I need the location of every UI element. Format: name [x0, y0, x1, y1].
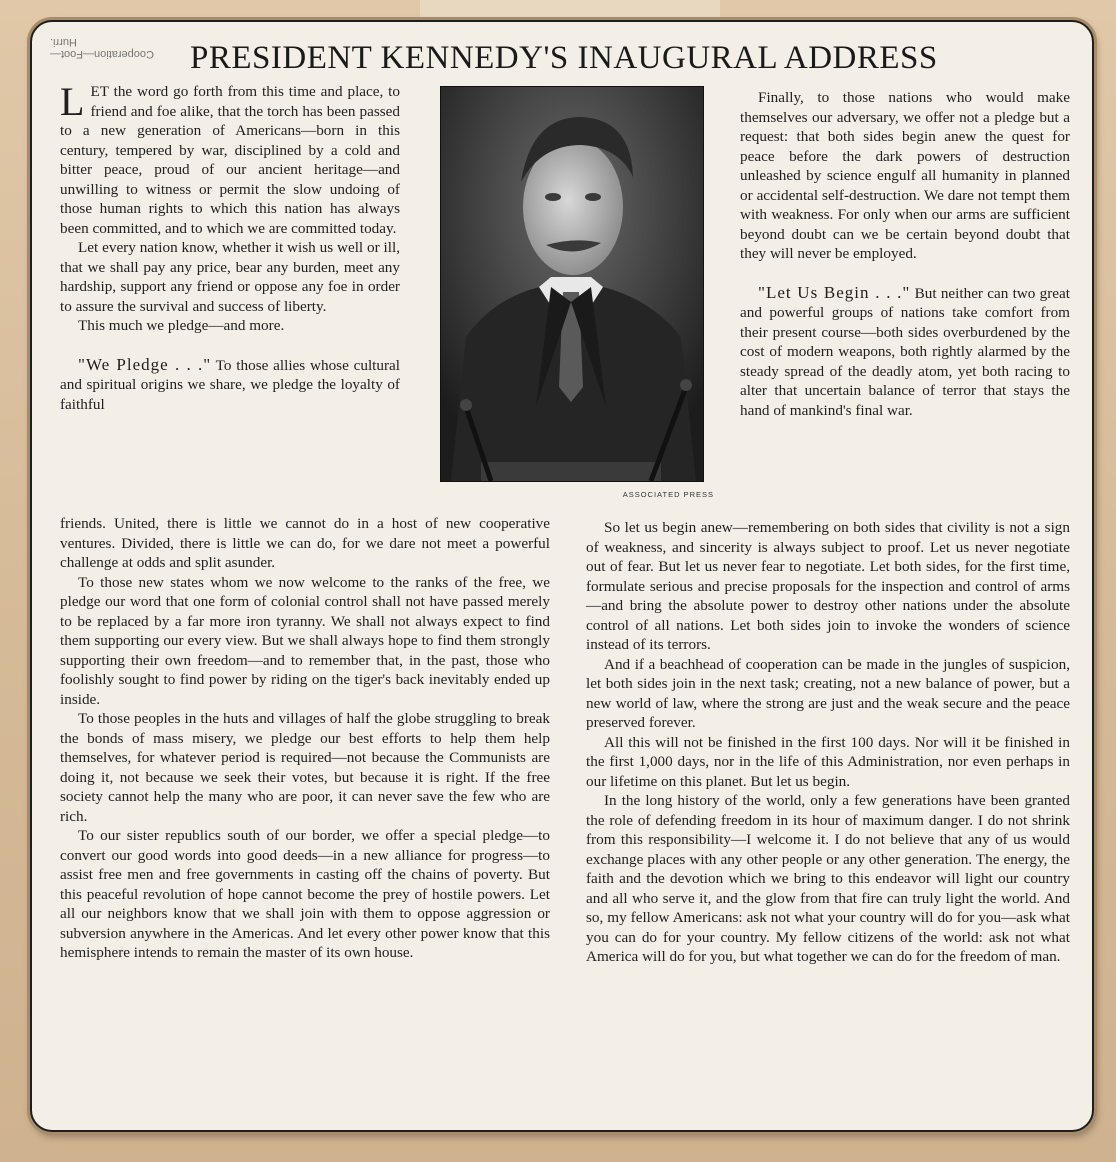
paragraph: To those peoples in the huts and villages of half the globe struggling to break the bonds of mass misery, we pledge our best efforts to help them help themselves, for whatever period is required—not because the Communists are doing it, not because we seek their votes, but because it is right. If the free society cannot help the many who are poor, it can never save the few who are rich. [60, 710, 550, 825]
paragraph-text: ET the word go forth from this time and place, to friend and foe alike, that the torch has been passed to a new generation of Americans—born in this century, tempered by war, disciplined by a cold and bitter peace, proud of our ancient heritage—and unwilling to witness or permit the slow undoing of those human rights to which this nation has always been committed, and to which we are committed today. [60, 83, 400, 237]
paragraph [60, 355, 400, 415]
paragraph: So let us begin anew—remembering on both sides that civility is not a sign of weakness, and sincerity is always subject to proof. Let us never negotiate out of fear. But let us never fear to negotiate. Let both sides, for the first time, formulate serious and precise proposals for the inspection and control of arms—and bring the absolute power to destroy other nations under the absolute control of all nations. Let both sides join to invoke the wonders of science instead of its terrors. [586, 519, 1070, 653]
paragraph: Let every nation know, whether it wish us well or ill, that we shall pay any price, bear any burden, meet any hardship, support any friend or oppose any foe in order to assure the survival and success of liberty. [60, 239, 400, 315]
column-left-bottom [60, 514, 550, 963]
paragraph-text: To those allies whose cultural and spiritual origins we share, we pledge the loyalty of faithful [60, 356, 400, 413]
photo-credit: ASSOCIATED PRESS [622, 490, 714, 499]
column-right-bottom [586, 518, 1070, 967]
portrait-image [441, 87, 703, 481]
paragraph: friends. United, there is little we cannot do in a host of new cooperative ventures. Divided, there is little we can do, for we dare not meet a powerful challenge at odds and split asunder. [60, 515, 550, 571]
newspaper-clipping [30, 20, 1094, 1132]
paragraph [60, 79, 400, 238]
headline: PRESIDENT KENNEDY'S INAUGURAL ADDRESS [190, 40, 938, 76]
subheading: "Let Us Begin . . ." [758, 282, 911, 302]
rubber-stamp: Cooperation—Foot—Hurri. [50, 36, 154, 60]
paragraph: This much we pledge—and more. [78, 317, 285, 334]
paragraph: To our sister republics south of our border, we offer a special pledge—to convert our good words into good deeds—in a new alliance for progress—to assist free men and free governments in casting off the chains of poverty. But this peaceful revolution of hope cannot become the prey of hostile powers. Let all our neighbors know that we shall join with them to oppose aggression or subversion anywhere in the Americas. And let every other power know that this hemisphere intends to remain the master of its own house. [60, 827, 550, 961]
paragraph-text: But neither can two great and powerful groups of nations take comfort from their present course—both sides overburdened by the cost of modern weapons, both rightly alarmed by the steady spread of the deadly atom, yet both racing to alter that uncertain balance of terror that stays the hand of mankind's final war. [740, 284, 1070, 419]
column-right-top [740, 88, 1070, 420]
paragraph: And if a beachhead of cooperation can be made in the jungles of suspicion, let both sides join in the next task; creating, not a new balance of power, but a new world of law, where the strong are just and the weak secure and the peace preserved forever. [586, 655, 1070, 731]
paragraph [740, 283, 1070, 421]
kennedy-photo [440, 86, 704, 482]
subheading: "We Pledge . . ." [78, 354, 212, 374]
drop-cap: L [60, 79, 85, 124]
paragraph: To those new states whom we now welcome to the ranks of the free, we pledge our word that one form of colonial control shall not have passed merely to be replaced by a far more iron tyranny. We shall not always expect to find them supporting our every view. But we shall always hope to find them strongly supporting their own freedom—and to remember that, in the past, those who foolishly sought to find power by riding on the tiger's back inevitably ended up inside. [60, 573, 550, 708]
paragraph: In the long history of the world, only a few generations have been granted the role of defending freedom in its hour of maximum danger. I do not shrink from this responsibility—I welcome it. I do not believe that any of us would exchange places with any other people or any other generation. The energy, the faith and the devotion which we bring to this endeavor will light our country and all who serve it, and the glow from that fire can truly light the world. And so, my fellow Americans: ask not what your country will do for you—ask what you can do for your country. My fellow citizens of the world: ask not what America will do for you, but what together we can do for the freedom of man. [586, 792, 1070, 965]
column-left-top [60, 79, 400, 414]
paragraph: All this will not be finished in the first 100 days. Nor will it be finished in the first 1,000 days, nor in the life of this Administration, nor even perhaps in our lifetime on this planet. But let us begin. [586, 733, 1070, 790]
paragraph: Finally, to those nations who would make themselves our adversary, we offer not a pledge but a request: that both sides begin anew the quest for peace before the dark powers of destruction unleashed by science engulf all humanity in planned or accidental self-destruction. We dare not tempt them with weakness. For only when our arms are sufficient beyond doubt can we be certain beyond doubt that they will never be employed. [740, 89, 1070, 262]
